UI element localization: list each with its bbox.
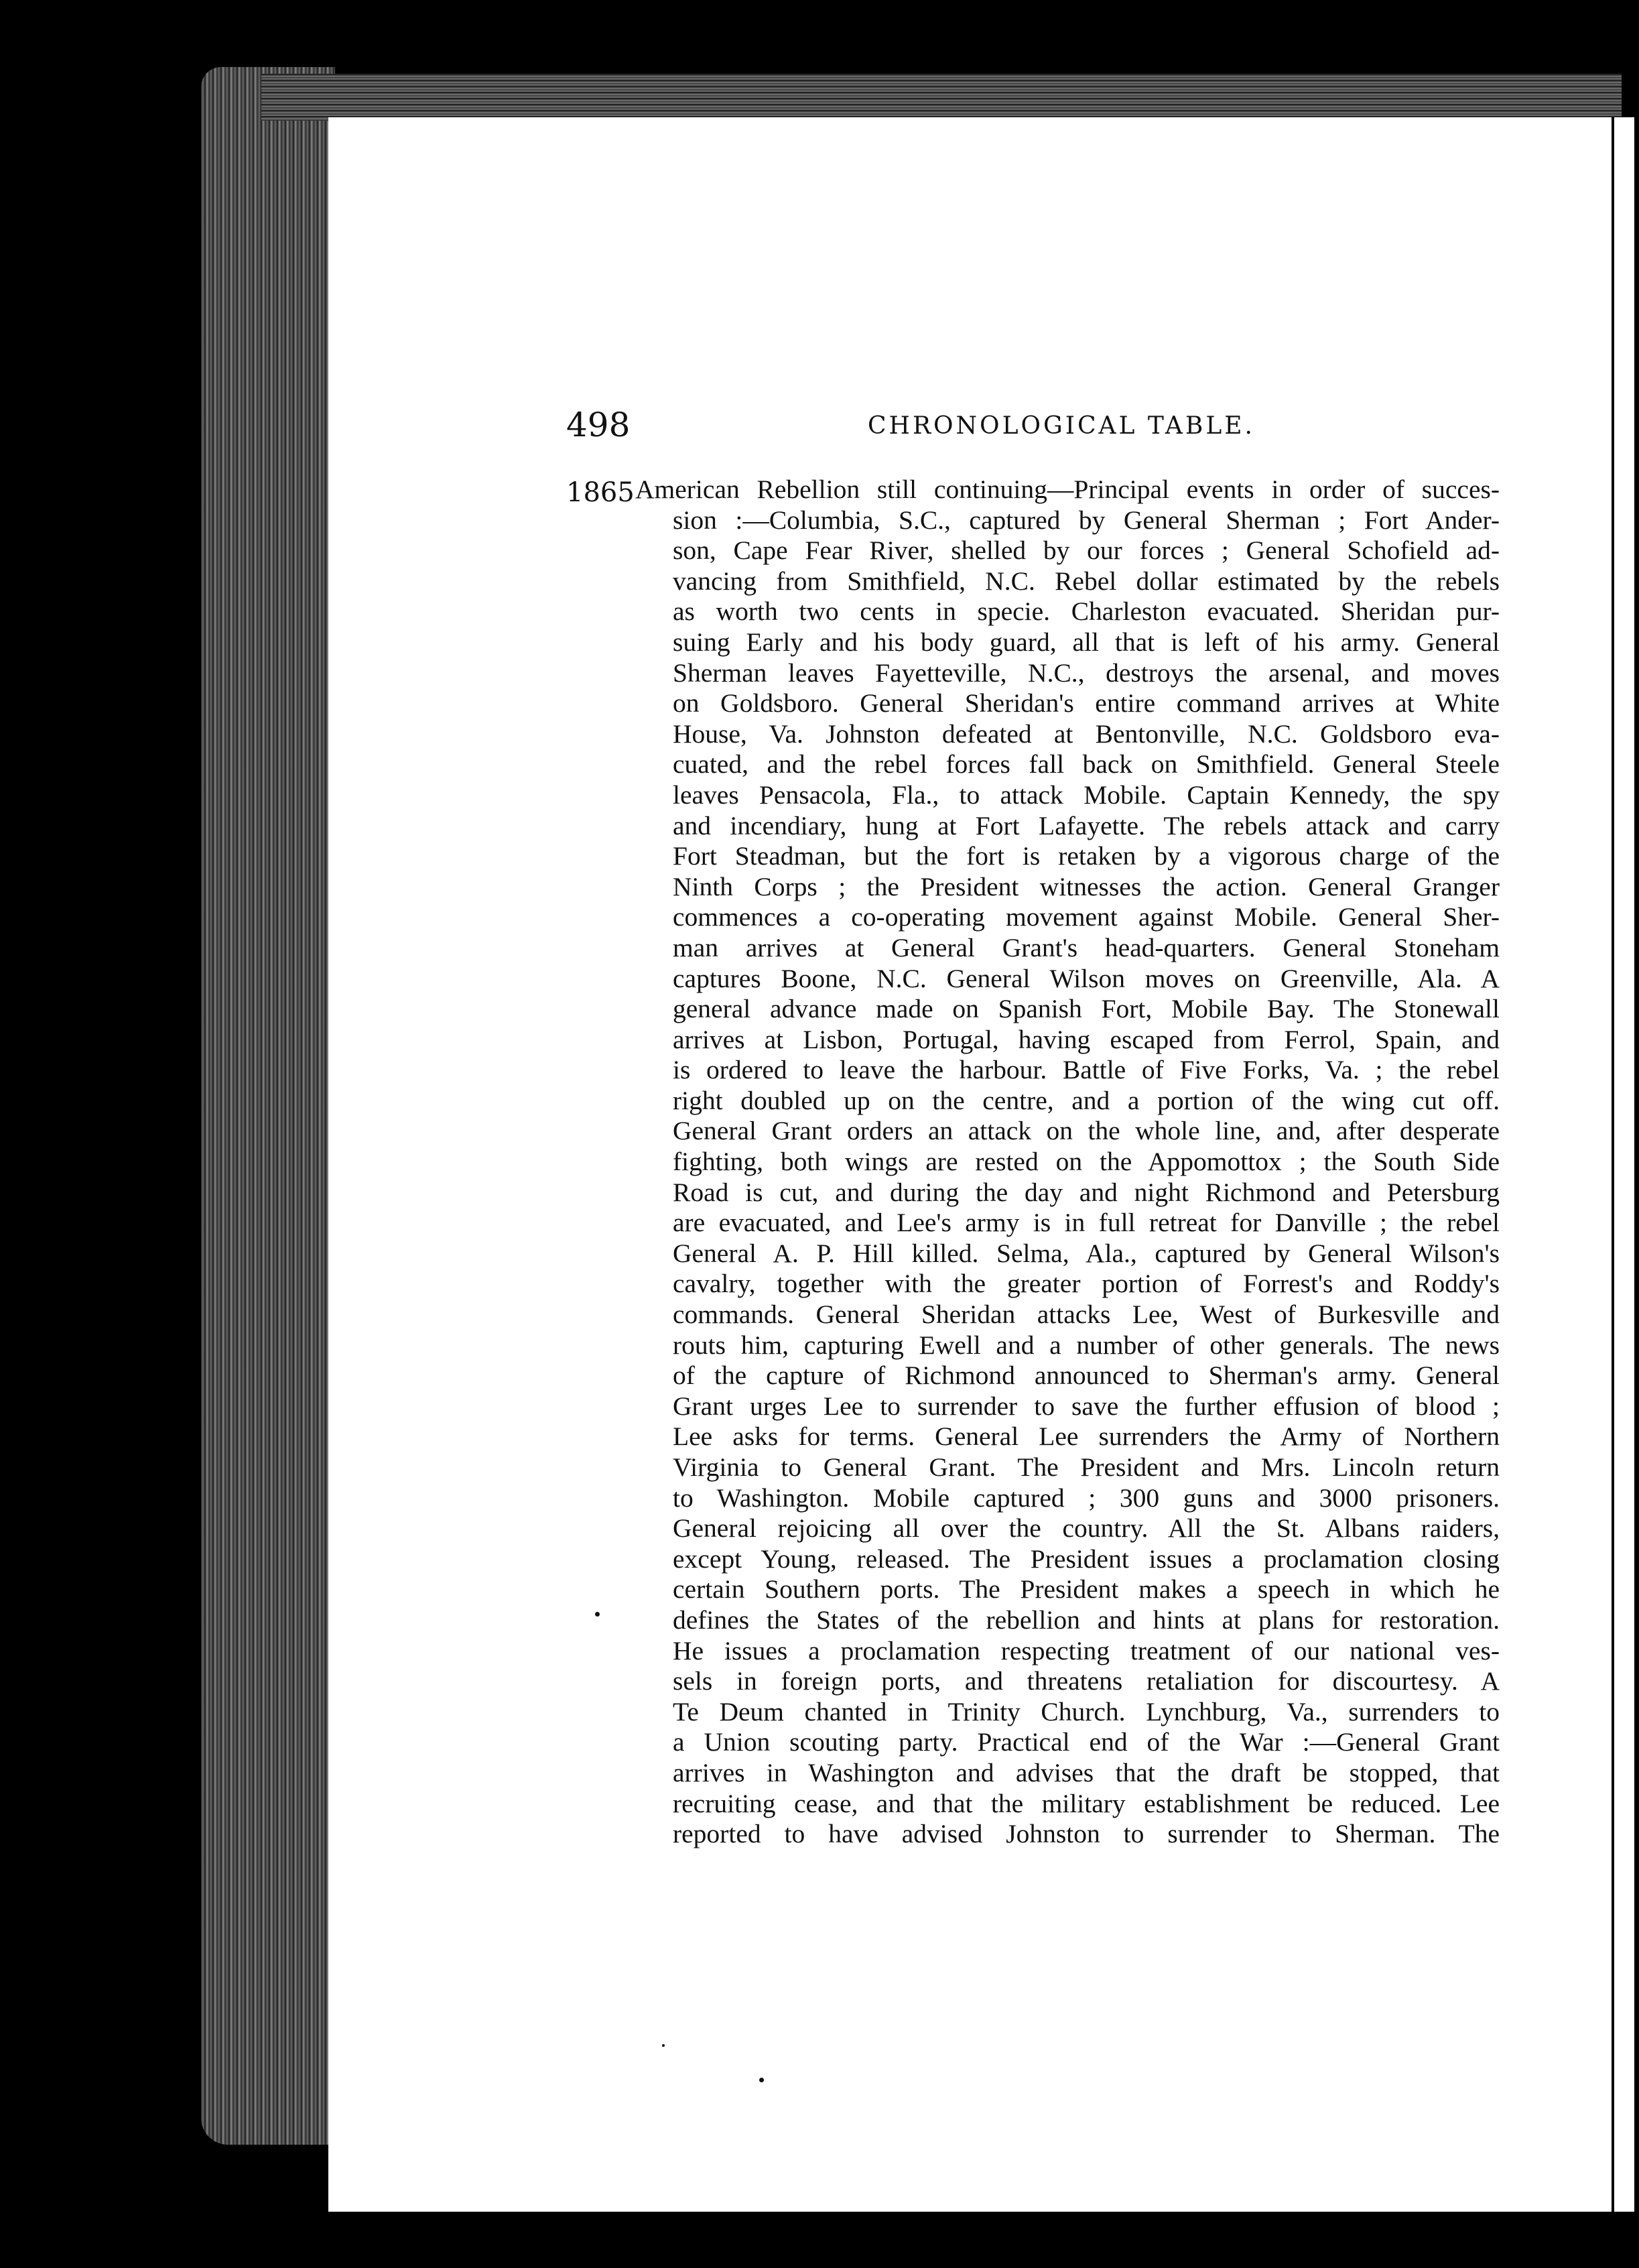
text-line: House, Va. Johnston defeated at Bentonville, N.C. Goldsboro eva- bbox=[673, 718, 1500, 749]
text-line: General Grant orders an attack on the whole line, and, after desperate bbox=[673, 1116, 1500, 1146]
text-line: is ordered to leave the harbour. Battle of Five Forks, Va. ; the rebel bbox=[673, 1055, 1500, 1085]
running-head: CHRONOLOGICAL TABLE. bbox=[868, 412, 1255, 440]
text-line: Ninth Corps ; the President witnesses the action. General Granger bbox=[673, 871, 1500, 901]
page-number: 498 bbox=[566, 405, 631, 444]
scan-speck bbox=[595, 1612, 600, 1617]
text-line: cuated, and the rebel forces fall back on Smithfield. General Steele bbox=[673, 749, 1500, 779]
text-line: Te Deum chanted in Trinity Church. Lynchburg, Va., surrenders to bbox=[673, 1696, 1500, 1726]
text-line: as worth two cents in specie. Charleston evacuated. Sheridan pur- bbox=[673, 596, 1500, 627]
text-line: American Rebellion still continuing—Principal events in order of succes- bbox=[635, 475, 1500, 504]
text-line: Sherman leaves Fayetteville, N.C., destroys the arsenal, and moves bbox=[673, 657, 1500, 688]
text-line: General A. P. Hill killed. Selma, Ala., captured by General Wilson's bbox=[673, 1238, 1500, 1268]
text-line: commences a co-operating movement against Mobile. General Sher- bbox=[673, 902, 1500, 932]
text-line: are evacuated, and Lee's army is in full retreat for Danville ; the rebel bbox=[673, 1208, 1500, 1238]
text-line: sels in foreign ports, and threatens retaliation for discourtesy. A bbox=[673, 1666, 1500, 1696]
text-line: He issues a proclamation respecting treatment of our national ves- bbox=[673, 1635, 1500, 1665]
text-line: captures Boone, N.C. General Wilson moves on Greenville, Ala. A bbox=[673, 963, 1500, 993]
text-line: Grant urges Lee to surrender to save the further effusion of blood ; bbox=[673, 1391, 1500, 1421]
text-line: a Union scouting party. Practical end of the War :—General Grant bbox=[673, 1727, 1500, 1757]
text-line: of the capture of Richmond announced to Sherman's army. General bbox=[673, 1361, 1500, 1391]
facing-page-edge bbox=[1612, 117, 1634, 2212]
text-line: Fort Steadman, but the fort is retaken by a vigorous charge of the bbox=[673, 841, 1500, 871]
text-line: son, Cape Fear River, shelled by our forces ; General Schofield ad- bbox=[673, 536, 1500, 566]
text-line: reported to have advised Johnston to surrender to Sherman. The bbox=[673, 1819, 1500, 1849]
text-line: sion :—Columbia, S.C., captured by General Sherman ; Fort Ander- bbox=[673, 505, 1500, 535]
text-line: fighting, both wings are rested on the Appomottox ; the South Side bbox=[673, 1147, 1500, 1177]
text-line: cavalry, together with the greater portion of Forrest's and Roddy's bbox=[673, 1269, 1500, 1299]
text-line: commands. General Sheridan attacks Lee, West of Burkesville and bbox=[673, 1300, 1500, 1330]
text-line: to Washington. Mobile captured ; 300 guns and 3000 prisoners. bbox=[673, 1483, 1500, 1513]
book-page-edges bbox=[201, 67, 335, 2145]
text-line: on Goldsboro. General Sheridan's entire command arrives at White bbox=[673, 688, 1500, 718]
scan-speck bbox=[662, 2044, 665, 2047]
text-line: arrives in Washington and advises that the draft be stopped, that bbox=[673, 1757, 1500, 1787]
text-line: right doubled up on the centre, and a portion of the wing cut off. bbox=[673, 1085, 1500, 1115]
text-line: leaves Pensacola, Fla., to attack Mobile. Captain Kennedy, the spy bbox=[673, 779, 1500, 810]
text-line: suing Early and his body guard, all that is left of his army. General bbox=[673, 627, 1500, 657]
book-top-edges bbox=[261, 74, 1622, 121]
text-line: except Young, released. The President issues a proclamation closing bbox=[673, 1544, 1500, 1574]
text-line: Road is cut, and during the day and night Richmond and Petersburg bbox=[673, 1177, 1500, 1207]
text-line: general advance made on Spanish Fort, Mobile Bay. The Stonewall bbox=[673, 994, 1500, 1024]
text-line: vancing from Smithfield, N.C. Rebel dollar estimated by the rebels bbox=[673, 566, 1500, 596]
text-line: routs him, capturing Ewell and a number of other generals. The news bbox=[673, 1330, 1500, 1360]
text-line: General rejoicing all over the country. All the St. Albans raiders, bbox=[673, 1513, 1500, 1544]
text-line: certain Southern ports. The President makes a speech in which he bbox=[673, 1574, 1500, 1604]
text-line: and incendiary, hung at Fort Lafayette. The rebels attack and carry bbox=[673, 810, 1500, 840]
entry-year: 1865 bbox=[566, 477, 635, 508]
text-line: recruiting cease, and that the military establishment be reduced. Lee bbox=[673, 1788, 1500, 1818]
scan-speck bbox=[759, 2078, 764, 2082]
text-line: arrives at Lisbon, Portugal, having escaped from Ferrol, Spain, and bbox=[673, 1024, 1500, 1054]
text-line: man arrives at General Grant's head-quarters. General Stoneham bbox=[673, 932, 1500, 962]
text-line: defines the States of the rebellion and hints at plans for restoration. bbox=[673, 1604, 1500, 1635]
entry-text bbox=[635, 475, 1500, 1850]
text-line: Virginia to General Grant. The President and Mrs. Lincoln return bbox=[673, 1452, 1500, 1482]
text-line: Lee asks for terms. General Lee surrenders the Army of Northern bbox=[673, 1422, 1500, 1452]
